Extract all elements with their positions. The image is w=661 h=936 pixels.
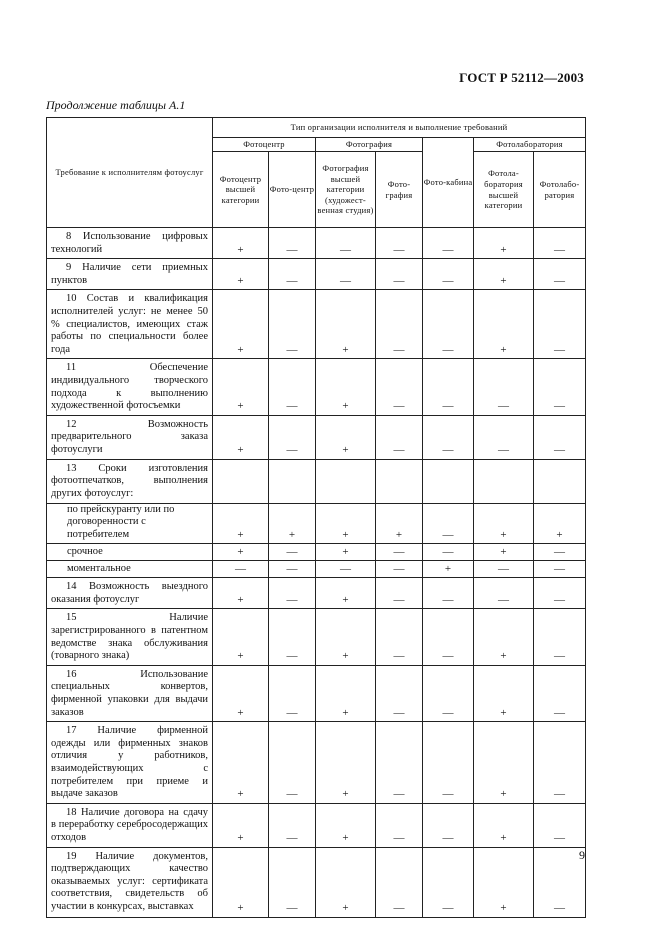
value-cell: — [213, 561, 269, 578]
requirement-text: 9 Наличие сети приемных пунктов [51, 262, 208, 286]
value-cell: + [474, 259, 534, 290]
value-cell: — [534, 544, 586, 561]
value-cell: — [376, 722, 423, 804]
value-cell: — [423, 803, 474, 847]
value-cell: + [316, 415, 376, 459]
value-cell: — [423, 665, 474, 721]
group-header-photography: Фотография [316, 138, 423, 152]
value-cell: + [474, 847, 534, 917]
value-cell [376, 459, 423, 503]
table-row [47, 359, 586, 415]
value-cell: — [423, 722, 474, 804]
requirement-cell [47, 415, 213, 459]
value-cell: — [534, 803, 586, 847]
requirement-cell [47, 722, 213, 804]
sub-requirement-cell: по прейскуранту или по договоренности с потребителем [47, 503, 213, 544]
group-header-photocenter: Фотоцентр [213, 138, 316, 152]
requirement-text: 17 Наличие фирменной одежды или фирменных знаков отличия у работников, взаимодействующих с потребителем при приеме и выдаче заказов [51, 725, 208, 800]
table-row [47, 415, 586, 459]
value-cell: + [316, 503, 376, 544]
value-cell: + [316, 359, 376, 415]
column-header-photocenter-top: Фотоцентр высшей категории [213, 152, 269, 228]
value-cell: — [423, 544, 474, 561]
table-row [47, 259, 586, 290]
value-cell: + [474, 544, 534, 561]
column-header-photolab: Фотолабо-ратория [534, 152, 586, 228]
value-cell: — [316, 561, 376, 578]
value-cell: — [376, 609, 423, 665]
value-cell [316, 459, 376, 503]
value-cell: + [423, 561, 474, 578]
value-cell: + [474, 609, 534, 665]
value-cell: — [423, 228, 474, 259]
requirement-text: 12 Возможность предварительного заказа фотоуслуги [51, 418, 208, 455]
value-cell: — [376, 578, 423, 609]
value-cell: + [213, 359, 269, 415]
value-cell: + [316, 665, 376, 721]
document-code: ГОСТ Р 52112—2003 [459, 70, 584, 85]
value-cell: + [316, 847, 376, 917]
value-cell: + [213, 259, 269, 290]
value-cell: — [534, 578, 586, 609]
value-cell: — [534, 259, 586, 290]
value-cell: — [423, 609, 474, 665]
value-cell: + [474, 290, 534, 359]
value-cell: + [213, 722, 269, 804]
sub-requirement-cell: моментальное [47, 561, 213, 578]
org-type-header: Тип организации исполнителя и выполнение требований [213, 118, 586, 138]
value-cell: + [376, 503, 423, 544]
value-cell: + [474, 503, 534, 544]
value-cell: — [376, 228, 423, 259]
value-cell: — [423, 847, 474, 917]
value-cell: + [213, 544, 269, 561]
value-cell: + [213, 415, 269, 459]
value-cell: — [269, 415, 316, 459]
value-cell: — [423, 503, 474, 544]
requirement-cell [47, 228, 213, 259]
requirement-cell [47, 609, 213, 665]
value-cell [534, 459, 586, 503]
value-cell: — [423, 259, 474, 290]
value-cell: — [269, 578, 316, 609]
value-cell: — [534, 561, 586, 578]
table-row [47, 544, 586, 561]
value-cell: + [474, 722, 534, 804]
value-cell: + [316, 544, 376, 561]
value-cell: + [316, 722, 376, 804]
table-row [47, 290, 586, 359]
value-cell: + [213, 803, 269, 847]
value-cell: + [316, 290, 376, 359]
value-cell: — [269, 290, 316, 359]
value-cell: — [534, 290, 586, 359]
requirement-text: 13 Сроки изготовления фотоотпечатков, выполнения других фотоуслуг: [51, 462, 208, 499]
requirement-text: 15 Наличие зарегистрированного в патентном ведомстве знака обслуживания (товарного знака) [51, 612, 208, 662]
value-cell: — [474, 415, 534, 459]
table-row [47, 503, 586, 544]
table-row [47, 459, 586, 503]
page-number: 9 [579, 848, 585, 862]
value-cell: + [474, 228, 534, 259]
requirements-table [46, 117, 586, 918]
value-cell: — [269, 259, 316, 290]
value-cell: — [376, 359, 423, 415]
column-header-photolab-top: Фотола-боратория высшей категории [474, 152, 534, 228]
value-cell: — [534, 228, 586, 259]
requirement-text: 8 Использование цифровых технологий [51, 231, 208, 255]
value-cell: — [534, 359, 586, 415]
table-row [47, 578, 586, 609]
value-cell: — [376, 290, 423, 359]
requirement-text: 10 Состав и квалификация исполнителей услуг: не менее 50 % специалистов, имеющих стаж работы по специальности более года [51, 293, 208, 355]
value-cell: — [316, 259, 376, 290]
value-cell: — [376, 847, 423, 917]
value-cell: + [213, 228, 269, 259]
requirement-cell [47, 359, 213, 415]
requirement-text: 18 Наличие договора на сдачу в переработку серебросодержащих отходов [51, 806, 208, 843]
value-cell [423, 459, 474, 503]
table-caption: Продолжение таблицы А.1 [46, 98, 186, 112]
value-cell: — [423, 290, 474, 359]
value-cell: — [534, 847, 586, 917]
value-cell: — [269, 609, 316, 665]
value-cell: — [376, 544, 423, 561]
column-header-photography-top: Фотография высшей категории (художест-венная студия) [316, 152, 376, 228]
table-row [47, 722, 586, 804]
value-cell: — [269, 665, 316, 721]
table-row [47, 609, 586, 665]
requirement-text: 16 Использование специальных конвертов, фирменной упаковки для выдачи заказов [51, 668, 208, 718]
value-cell: — [534, 665, 586, 721]
requirement-cell [47, 847, 213, 917]
table-row [47, 665, 586, 721]
table-row [47, 803, 586, 847]
value-cell: — [376, 803, 423, 847]
column-header-photobooth: Фото-кабина [423, 138, 474, 228]
value-cell: — [534, 415, 586, 459]
value-cell [213, 459, 269, 503]
requirement-cell [47, 665, 213, 721]
requirement-text: 19 Наличие документов, подтверждающих качество оказываемых услуг: сертификата соответствия, свидетельств об участии в конкурсах, выставках [51, 850, 208, 912]
value-cell: + [269, 503, 316, 544]
value-cell: — [269, 722, 316, 804]
requirement-cell [47, 803, 213, 847]
value-cell: + [213, 503, 269, 544]
value-cell: — [376, 259, 423, 290]
value-cell: — [269, 544, 316, 561]
value-cell [269, 459, 316, 503]
value-cell: — [534, 722, 586, 804]
requirement-cell [47, 578, 213, 609]
value-cell: — [474, 359, 534, 415]
value-cell: + [534, 503, 586, 544]
value-cell: — [269, 803, 316, 847]
requirement-cell [47, 290, 213, 359]
value-cell: + [316, 609, 376, 665]
value-cell: — [269, 228, 316, 259]
requirement-text: 11 Обеспечение индивидуального творческого подхода к выполнению художественной фотосъемки [51, 362, 208, 412]
sub-requirement-cell: срочное [47, 544, 213, 561]
value-cell: — [474, 561, 534, 578]
value-cell: — [269, 847, 316, 917]
value-cell: — [474, 578, 534, 609]
column-header-photocenter: Фото-центр [269, 152, 316, 228]
value-cell: + [213, 609, 269, 665]
value-cell: + [316, 803, 376, 847]
value-cell: — [423, 359, 474, 415]
requirement-column-header: Требование к исполнителям фотоуслуг [47, 118, 213, 228]
value-cell [474, 459, 534, 503]
value-cell: — [376, 415, 423, 459]
value-cell: — [534, 609, 586, 665]
group-header-photolab: Фотолаборатория [474, 138, 586, 152]
value-cell: + [213, 290, 269, 359]
column-header-photography: Фото-графия [376, 152, 423, 228]
value-cell: — [316, 228, 376, 259]
value-cell: — [269, 359, 316, 415]
requirement-cell [47, 459, 213, 503]
value-cell: + [213, 847, 269, 917]
value-cell: + [316, 578, 376, 609]
table-row [47, 561, 586, 578]
value-cell: — [376, 665, 423, 721]
value-cell: + [213, 665, 269, 721]
value-cell: + [213, 578, 269, 609]
table-row [47, 847, 586, 917]
table-row [47, 228, 586, 259]
value-cell: — [423, 578, 474, 609]
requirement-text: 14 Возможность выездного оказания фотоуслуг [51, 581, 208, 605]
requirement-cell [47, 259, 213, 290]
value-cell: + [474, 665, 534, 721]
value-cell: — [423, 415, 474, 459]
value-cell: — [376, 561, 423, 578]
value-cell: — [269, 561, 316, 578]
value-cell: + [474, 803, 534, 847]
